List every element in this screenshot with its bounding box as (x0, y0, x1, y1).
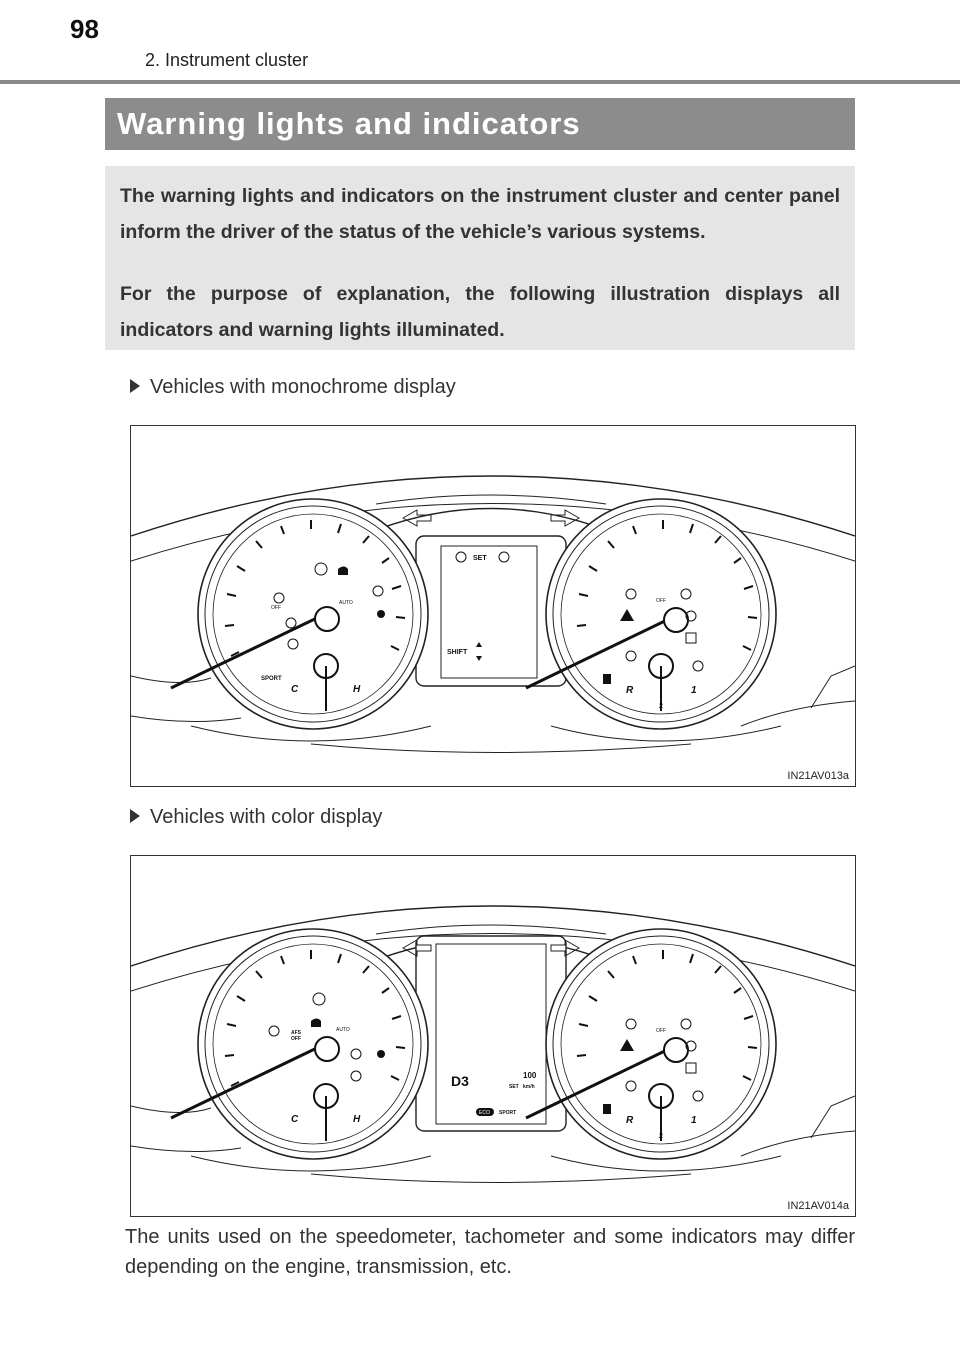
heading-bar (105, 98, 855, 150)
intro-paragraph-1: The warning lights and indicators on the instrument cluster and center panel inform the driver of the status of the vehicle’s various systems. (120, 185, 840, 243)
intro-box (105, 166, 855, 350)
sport-label: SPORT (261, 676, 282, 682)
dash-line-left2 (131, 716, 241, 722)
display-set-label: SET (509, 1084, 519, 1090)
display-screen (436, 944, 546, 1124)
reverse-label: R (626, 1115, 634, 1126)
reverse-label: R (626, 685, 634, 696)
off-label-right: OFF (656, 598, 666, 604)
intro-paragraph-2: For the purpose of explanation, the following illustration displays all indicators and warning lights illuminated. (120, 283, 840, 341)
two-label: 2 (659, 1133, 663, 1140)
page-number: 98 (70, 14, 99, 44)
center-hood-top (376, 495, 606, 504)
afs-label: AFS (291, 1030, 301, 1036)
cluster-illustration-color (130, 855, 856, 1217)
figure-caption-monochrome (130, 376, 456, 399)
tachometer-gauge (171, 499, 428, 729)
caption-text: Vehicles with color display (150, 806, 383, 828)
afs-off-label: OFF (291, 1036, 301, 1042)
display-eco: ECO (479, 1110, 490, 1116)
display-unit: km/h (523, 1084, 535, 1090)
display-shift-label: SHIFT (447, 649, 468, 656)
fuel-icon (603, 674, 611, 684)
airbag-icon (377, 610, 385, 618)
cluster-illustration-monochrome (130, 425, 856, 787)
triangle-bullet-icon (130, 809, 140, 823)
dash-line-right2 (741, 701, 855, 726)
display-set-label: SET (473, 555, 487, 562)
figure-code: IN21AV013a (787, 770, 849, 782)
section-title: 2. Instrument cluster (145, 50, 309, 70)
display-sport: SPORT (499, 1110, 517, 1116)
page-heading: Warning lights and indicators (117, 106, 581, 141)
auto-label: AUTO (336, 1027, 350, 1033)
fuel-icon (603, 1104, 611, 1114)
two-label: 2 (659, 703, 663, 710)
off-label-right: OFF (656, 1028, 666, 1034)
dash-line-bottom (311, 744, 691, 753)
cold-label: C (291, 1114, 299, 1125)
dash-line-left (131, 676, 211, 683)
speedometer-gauge (526, 499, 776, 729)
caption-text: Vehicles with monochrome display (150, 376, 456, 398)
cluster-drawing (131, 856, 855, 1216)
footer-note: The units used on the speedometer, tachometer and some indicators may differ depending on the engine, transmission, etc. (125, 1226, 855, 1278)
one-label: 1 (691, 685, 697, 696)
tachometer-gauge (171, 929, 428, 1159)
display-gear: D3 (451, 1073, 469, 1089)
hot-label: H (353, 684, 361, 695)
airbag-icon (377, 1050, 385, 1058)
figure-code: IN21AV014a (787, 1200, 849, 1212)
figure-caption-color (130, 806, 382, 829)
display-screen (441, 546, 537, 678)
one-label: 1 (691, 1115, 697, 1126)
hot-label: H (353, 1114, 361, 1125)
auto-label: AUTO (339, 600, 353, 606)
display-speed: 100 (523, 1071, 537, 1080)
off-label: OFF (271, 605, 281, 611)
cluster-drawing (131, 426, 855, 786)
cold-label: C (291, 684, 299, 695)
header-rule (0, 80, 960, 84)
triangle-bullet-icon (130, 379, 140, 393)
